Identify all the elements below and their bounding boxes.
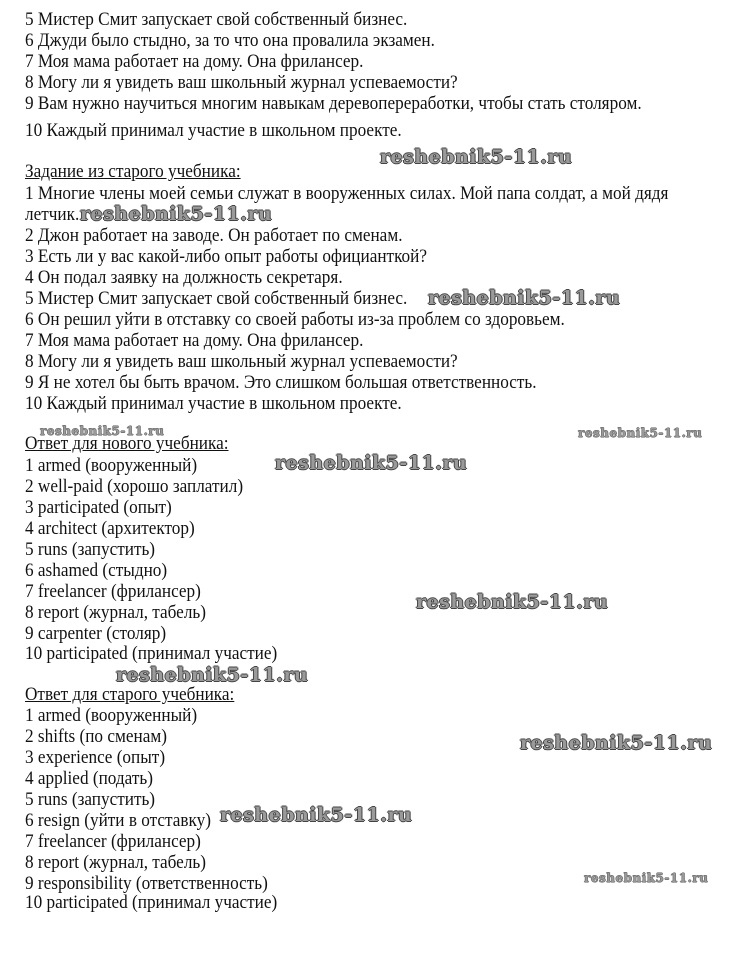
answer-line: 9 responsibility (ответственность) (25, 874, 268, 894)
task-line: 8 Могу ли я увидеть ваш школьный журнал успеваемости? (25, 352, 458, 372)
watermark: reshebnik5-11.ru (416, 591, 609, 613)
task-line: 4 Он подал заявку на должность секретаря. (25, 268, 343, 288)
answer-line: 3 participated (опыт) (25, 498, 172, 518)
watermark: reshebnik5-11.ru (116, 664, 309, 686)
answer-line: 1 armed (вооруженный) (25, 706, 198, 726)
task-line: 6 Он решил уйти в отставку со своей работы из-за проблем со здоровьем. (25, 310, 565, 330)
watermark: reshebnik5-11.ru (584, 871, 709, 885)
task-line: 9 Вам нужно научиться многим навыкам деревопереработки, чтобы стать столяром. (25, 94, 642, 114)
answer-line: 6 ashamed (стыдно) (25, 561, 168, 581)
answer-line: 6 resign (уйти в отставку) (25, 811, 211, 831)
answer-line: 4 architect (архитектор) (25, 519, 195, 539)
answer-line: 5 runs (запустить) (25, 790, 156, 810)
section-heading-new-answers: Ответ для нового учебника: (25, 434, 229, 454)
answer-line: 7 freelancer (фрилансер) (25, 832, 201, 852)
task-line: 6 Джуди было стыдно, за то что она провалила экзамен. (25, 31, 435, 51)
answer-line: 4 applied (подать) (25, 769, 153, 789)
answer-line: 3 experience (опыт) (25, 748, 166, 768)
task-line: летчик. (25, 205, 80, 225)
task-line: 10 Каждый принимал участие в школьном проекте. (25, 121, 402, 141)
section-heading-old-task: Задание из старого учебника: (25, 162, 241, 182)
task-line: 7 Моя мама работает на дому. Она фрилансер. (25, 331, 364, 351)
answer-line: 2 shifts (по сменам) (25, 727, 167, 747)
section-heading-old-answers: Ответ для старого учебника: (25, 685, 235, 705)
watermark: reshebnik5-11.ru (428, 287, 621, 309)
answer-line: 5 runs (запустить) (25, 540, 156, 560)
task-line: 3 Есть ли у вас какой-либо опыт работы официанткой? (25, 247, 428, 267)
watermark: reshebnik5-11.ru (578, 426, 703, 440)
watermark: reshebnik5-11.ru (40, 424, 165, 438)
task-line: 1 Многие члены моей семьи служат в вооруженных силах. Мой папа солдат, а мой дядя (25, 184, 669, 204)
task-line: 5 Мистер Смит запускает свой собственный бизнес. (25, 289, 408, 309)
watermark: reshebnik5-11.ru (520, 732, 713, 754)
task-line: 2 Джон работает на заводе. Он работает по сменам. (25, 226, 403, 246)
answer-line: 2 well-paid (хорошо заплатил) (25, 477, 244, 497)
answer-line: 10 participated (принимал участие) (25, 893, 278, 913)
task-line: 10 Каждый принимал участие в школьном проекте. (25, 394, 402, 414)
task-line: 9 Я не хотел бы быть врачом. Это слишком большая ответственность. (25, 373, 537, 393)
task-line: 7 Моя мама работает на дому. Она фрилансер. (25, 52, 364, 72)
task-line: 5 Мистер Смит запускает свой собственный бизнес. (25, 10, 408, 30)
answer-line: 7 freelancer (фрилансер) (25, 582, 201, 602)
watermark: reshebnik5-11.ru (380, 146, 573, 168)
answer-line: 8 report (журнал, табель) (25, 603, 206, 623)
watermark: reshebnik5-11.ru (275, 452, 468, 474)
watermark: reshebnik5-11.ru (220, 804, 413, 826)
answer-line: 1 armed (вооруженный) (25, 456, 198, 476)
answer-line: 8 report (журнал, табель) (25, 853, 206, 873)
task-line: 8 Могу ли я увидеть ваш школьный журнал успеваемости? (25, 73, 458, 93)
answer-line: 10 participated (принимал участие) (25, 644, 278, 664)
answer-line: 9 carpenter (столяр) (25, 624, 167, 644)
watermark: reshebnik5-11.ru (80, 203, 273, 225)
